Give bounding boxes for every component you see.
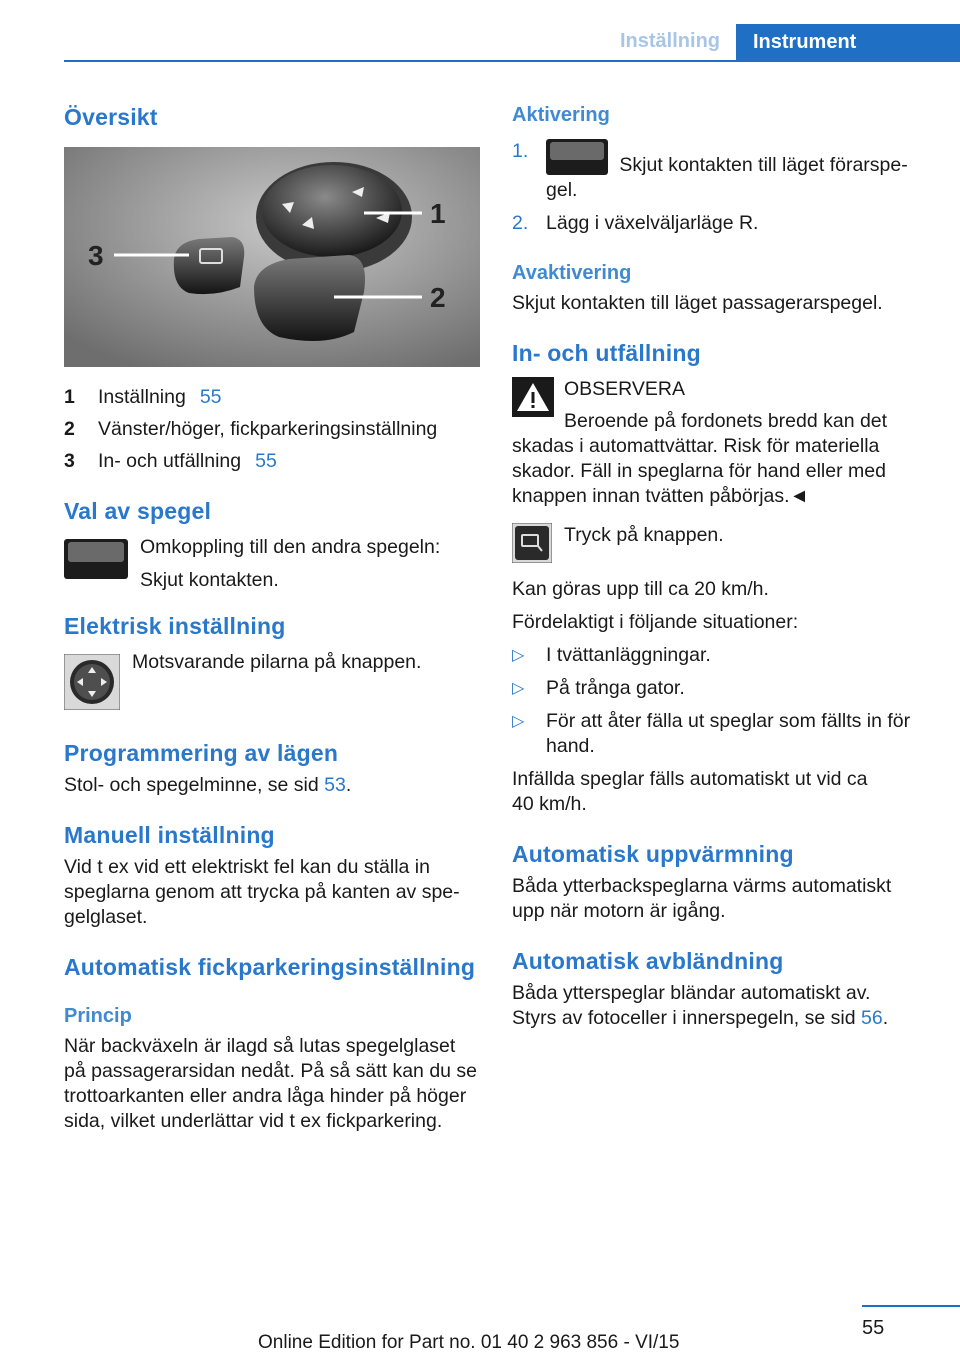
- legend-row: [64, 386, 480, 418]
- step-number: 2.: [512, 212, 529, 234]
- press-text: Tryck på knappen.: [564, 524, 724, 546]
- legend-row: [64, 450, 480, 482]
- infallda-l2: 40 km/h.: [512, 793, 587, 815]
- infallda-l1: Infällda speglar fälls automatiskt ut vid ca: [512, 768, 868, 790]
- advantage-text: Fördelaktigt i följande situationer:: [512, 611, 799, 633]
- legend-row: [64, 418, 480, 450]
- step-item: [512, 211, 922, 236]
- elektrisk-row: [64, 650, 480, 710]
- aktivering-steps: [512, 139, 922, 236]
- edition-text: Online Edition for Part no. 01 40 2 963 856 - VI/15: [258, 1332, 680, 1353]
- val-line-2: Skjut kontakten.: [140, 569, 279, 591]
- list-item: [512, 676, 922, 701]
- avbl-l1: Båda ytterspeglar bländar automatiskt av.: [512, 982, 871, 1004]
- heading-programmering: Programmering av lägen: [64, 740, 339, 766]
- princip-l2: på passagerarsidan nedåt. På så sätt kan du se: [64, 1060, 478, 1082]
- legend-text: In- och utfällning: [98, 450, 242, 472]
- header-section: Inställning: [620, 30, 720, 52]
- heading-avaktivering: Avaktivering: [512, 262, 632, 284]
- page-footer: [0, 1300, 960, 1362]
- page-header: [0, 0, 960, 62]
- footer-rule: [862, 1305, 960, 1307]
- uppv-l1: Båda ytterbackspeglarna värms automatiskt: [512, 875, 892, 897]
- warning-l4: knappen innan tvätten påbörjas.◄: [512, 485, 809, 507]
- callout-2: 2: [430, 282, 446, 313]
- switch-icon: [546, 139, 608, 175]
- speed-text: Kan göras upp till ca 20 km/h.: [512, 578, 769, 600]
- mirror-control-photo: [64, 147, 480, 367]
- switch-icon: [64, 539, 128, 579]
- legend-page-link[interactable]: 55: [255, 450, 277, 472]
- avbl-l2: Styrs av fotoceller i innerspegeln, se sid 56.: [512, 1007, 889, 1029]
- heading-princip: Princip: [64, 1005, 132, 1027]
- list-item-text: På trånga gator.: [546, 677, 685, 699]
- fold-mirror-button-icon: [512, 523, 552, 563]
- step-text: Lägg i växelväljarläge R.: [546, 212, 759, 234]
- step-text: Skjut kontakten till läget förarspe-: [619, 154, 908, 176]
- manuell-l3: gelglaset.: [64, 906, 148, 928]
- list-item-text-cont: hand.: [546, 735, 595, 757]
- heading-avblandning: Automatisk avbländning: [512, 948, 784, 974]
- header-rule: [64, 60, 960, 62]
- warning-title: OBSERVERA: [564, 378, 686, 400]
- legend-number: 1: [64, 386, 75, 408]
- avaktivering-text: Skjut kontakten till läget passagerarspegel.: [512, 292, 883, 314]
- page-link-53[interactable]: 53: [324, 774, 346, 796]
- right-column: [512, 100, 922, 1031]
- val-line-1: Omkoppling till den andra spegeln:: [140, 536, 441, 558]
- heading-in-utfallning: In- och utfällning: [512, 340, 701, 366]
- legend-page-link[interactable]: 55: [199, 386, 222, 408]
- warning-block: [512, 377, 922, 509]
- callout-3: 3: [88, 240, 104, 271]
- val-row: [64, 535, 480, 593]
- manuell-l2: speglarna genom att trycka på kanten av spe-: [64, 881, 460, 903]
- warning-l2: skadas i automattvättar. Risk för materiella: [512, 435, 880, 457]
- triangle-bullet-icon: ▷: [512, 647, 525, 664]
- list-item: [512, 709, 922, 759]
- heading-manuell: Manuell inställning: [64, 822, 275, 848]
- header-chapter-tab[interactable]: Instrument: [736, 24, 960, 61]
- left-column: [64, 100, 480, 1134]
- list-item: [512, 643, 922, 668]
- heading-oversikt: Översikt: [64, 104, 158, 130]
- warning-l3: skador. Fäll in speglarna för hand eller med: [512, 460, 886, 482]
- elektrisk-text: Motsvarande pilarna på knappen.: [132, 651, 422, 673]
- step-text-cont: gel.: [546, 179, 578, 201]
- heading-uppvarmning: Automatisk uppvärmning: [512, 841, 794, 867]
- triangle-bullet-icon: ▷: [512, 713, 525, 730]
- warning-icon: [512, 377, 554, 417]
- step-number: 1.: [512, 140, 529, 162]
- prog-text: Stol- och spegelminne, se sid 53.: [64, 774, 352, 796]
- situation-list: [512, 643, 922, 759]
- triangle-bullet-icon: ▷: [512, 680, 525, 697]
- princip-l3: trottoarkanten eller andra låga hinder på höger: [64, 1085, 467, 1107]
- uppv-l2: upp när motorn är igång.: [512, 900, 726, 922]
- page-number: 55: [862, 1317, 885, 1339]
- princip-l1: När backväxeln är ilagd så lutas spegelglaset: [64, 1035, 456, 1057]
- legend-text: Inställning: [98, 386, 186, 408]
- list-item-text: I tvättanläggningar.: [546, 644, 711, 666]
- princip-l4: sida, vilket underlättar vid t ex fickparkering.: [64, 1110, 443, 1132]
- page-link-56[interactable]: 56: [861, 1007, 883, 1029]
- warning-l1: Beroende på fordonets bredd kan det: [564, 410, 888, 432]
- val-text: [140, 535, 440, 593]
- heading-elektrisk: Elektrisk inställning: [64, 613, 286, 639]
- heading-val-av-spegel: Val av spegel: [64, 498, 212, 524]
- list-item-text: För att åter fälla ut speglar som fällts in för: [546, 710, 911, 732]
- legend-number: 2: [64, 418, 75, 440]
- photo-legend: [64, 386, 480, 482]
- direction-pad-icon: [64, 654, 120, 710]
- callout-1: 1: [430, 198, 446, 229]
- heading-aktivering: Aktivering: [512, 104, 610, 126]
- step-item: [512, 139, 922, 203]
- press-row: [512, 523, 922, 563]
- legend-text: Vänster/höger, fickparkeringsinställning: [98, 418, 438, 440]
- legend-number: 3: [64, 450, 75, 472]
- heading-auto-fickparkering: Automatisk fickparkeringsinställning: [64, 954, 476, 980]
- manuell-l1: Vid t ex vid ett elektriskt fel kan du ställa in: [64, 856, 430, 878]
